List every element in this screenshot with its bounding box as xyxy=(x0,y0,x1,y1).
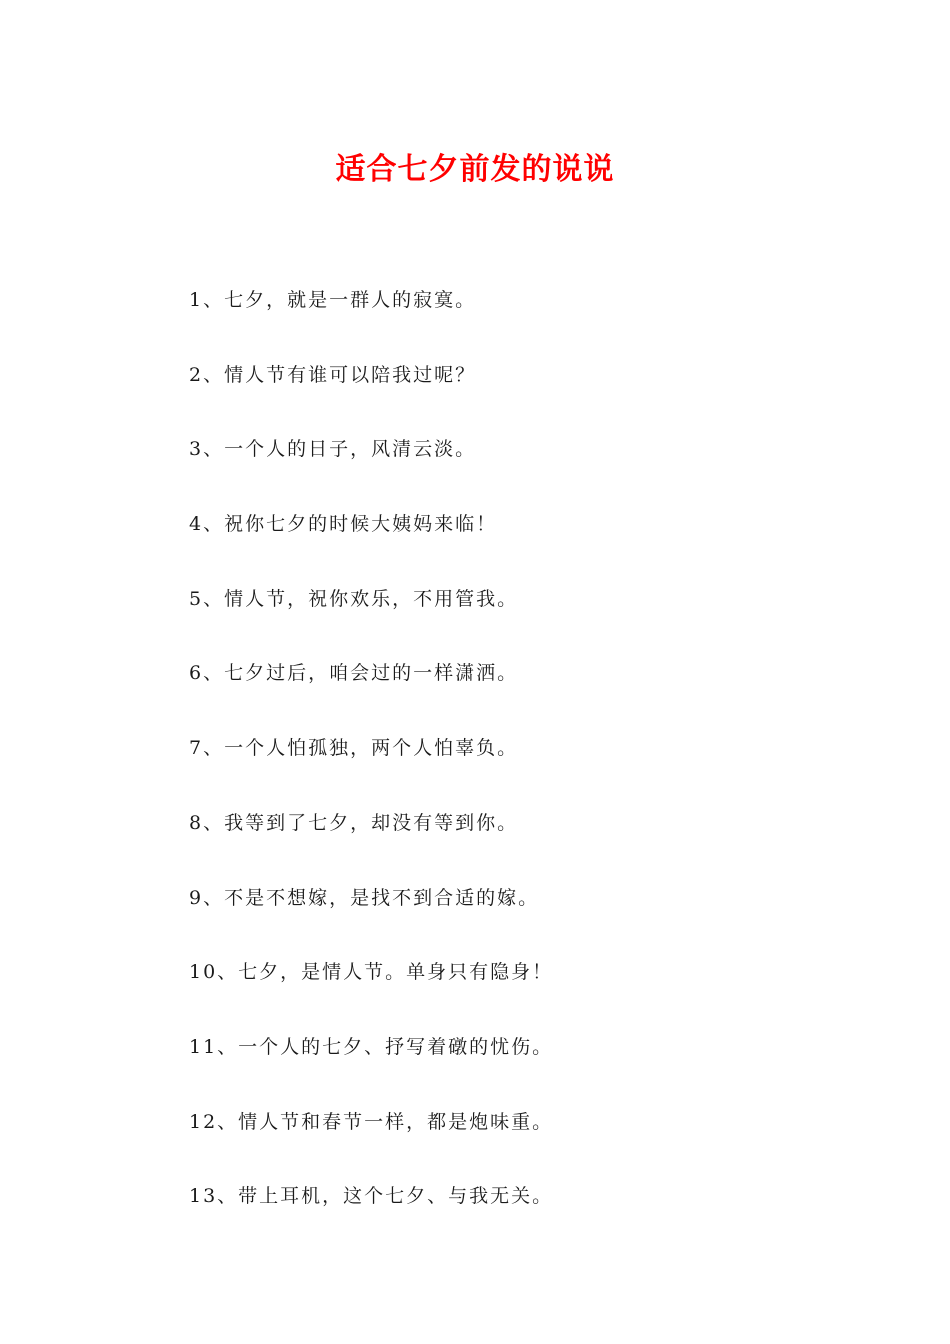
list-item: 2、情人节有谁可以陪我过呢？ xyxy=(189,363,477,386)
page-title: 适合七夕前发的说说 xyxy=(335,152,615,187)
list-item: 4、祝你七夕的时候大姨妈来临！ xyxy=(189,513,498,536)
list-item: 3、一个人的日子，风清云淡。 xyxy=(189,438,477,461)
list-item: 7、一个人怕孤独，两个人怕辜负。 xyxy=(189,737,519,760)
list-item: 11、一个人的七夕、抒写着礅的忧伤。 xyxy=(189,1035,554,1058)
list-item: 10、七夕，是情人节。单身只有隐身！ xyxy=(189,961,554,984)
list-item: 6、七夕过后，咱会过的一样潇洒。 xyxy=(189,662,519,685)
list-item: 1、七夕，就是一群人的寂寞。 xyxy=(189,289,477,311)
list-item: 9、不是不想嫁，是找不到合适的嫁。 xyxy=(189,886,540,909)
list-item: 8、我等到了七夕，却没有等到你。 xyxy=(189,811,519,834)
list-item: 13、带上耳机，这个七夕、与我无关。 xyxy=(189,1185,554,1208)
list-item: 5、情人节，祝你欢乐，不用管我。 xyxy=(189,587,519,610)
list-item: 12、情人节和春节一样，都是炮味重。 xyxy=(189,1110,554,1133)
saying-list xyxy=(189,282,553,1253)
